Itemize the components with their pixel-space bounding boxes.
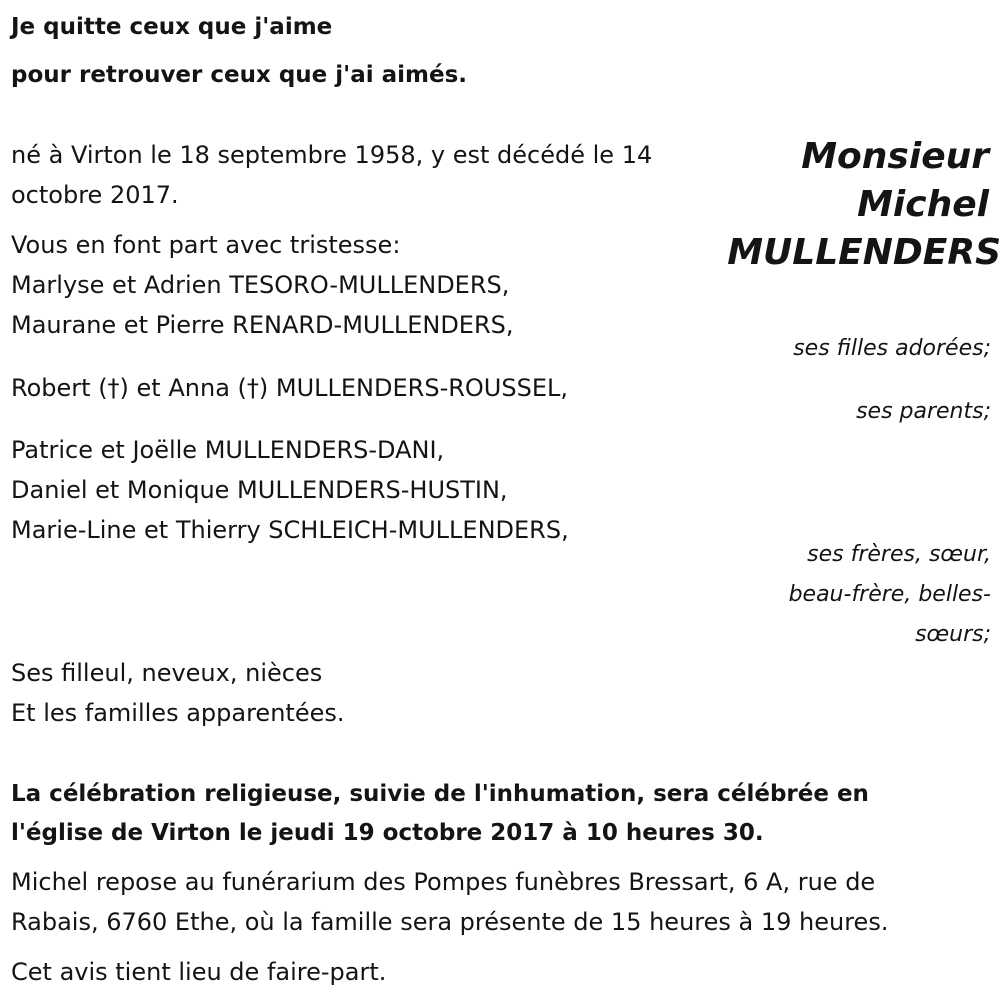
family-daughter-2: Maurane et Pierre RENARD-MULLENDERS,: [11, 311, 514, 339]
ceremony-line-2: l'église de Virton le jeudi 19 octobre 2017 à 10 heures 30.: [11, 820, 764, 846]
parents-relation: ses parents;: [856, 399, 991, 424]
family-parents: Robert (†) et Anna (†) MULLENDERS-ROUSSEL,: [11, 374, 568, 402]
family-sibling-1: Patrice et Joëlle MULLENDERS-DANI,: [11, 436, 445, 464]
closing-text: Cet avis tient lieu de faire-part.: [11, 958, 387, 986]
intro-text: Vous en font part avec tristesse:: [11, 231, 401, 259]
siblings-relation-line-1: ses frères, sœur,: [807, 542, 991, 567]
deceased-title: Monsieur: [801, 136, 989, 177]
deceased-last-name: MULLENDERS: [727, 232, 1001, 273]
deceased-first-name: Michel: [857, 184, 989, 225]
siblings-relation-line-3: sœurs;: [915, 622, 991, 647]
ceremony-line-1: La célébration religieuse, suivie de l'inhumation, sera célébrée en: [11, 781, 869, 807]
birth-death-line-1: né à Virton le 18 septembre 1958, y est décédé le 14: [11, 141, 653, 169]
siblings-relation-line-2: beau-frère, belles-: [788, 582, 991, 607]
family-others-1: Ses filleul, neveux, nièces: [11, 659, 323, 687]
daughters-relation: ses filles adorées;: [793, 336, 991, 361]
epitaph-line-2: pour retrouver ceux que j'ai aimés.: [11, 62, 468, 88]
funeral-home-line-1: Michel repose au funérarium des Pompes funèbres Bressart, 6 A, rue de: [11, 868, 876, 896]
siblings-relation: [731, 535, 991, 655]
family-others-2: Et les familles apparentées.: [11, 699, 345, 727]
family-sibling-2: Daniel et Monique MULLENDERS-HUSTIN,: [11, 476, 508, 504]
epitaph-line-1: Je quitte ceux que j'aime: [11, 14, 333, 40]
birth-death-line-2: octobre 2017.: [11, 181, 179, 209]
deceased-name: [701, 133, 1001, 277]
funeral-home-line-2: Rabais, 6760 Ethe, où la famille sera présente de 15 heures à 19 heures.: [11, 908, 889, 936]
family-sibling-3: Marie-Line et Thierry SCHLEICH-MULLENDERS,: [11, 516, 569, 544]
family-daughter-1: Marlyse et Adrien TESORO-MULLENDERS,: [11, 271, 510, 299]
